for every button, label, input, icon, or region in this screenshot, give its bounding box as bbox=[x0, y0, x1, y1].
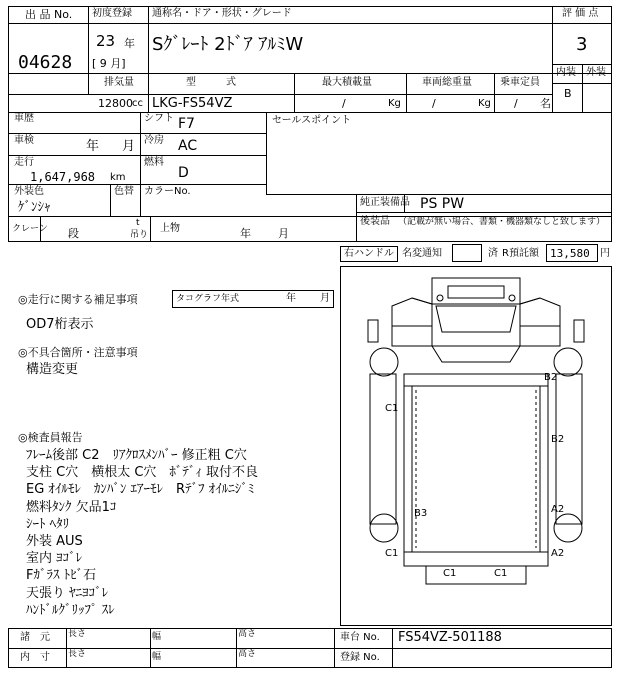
dims-label: 諸 元 bbox=[20, 632, 50, 643]
displacement-label: 排気量 bbox=[104, 77, 134, 88]
height-label-inner: 高さ bbox=[238, 649, 257, 659]
crane-label: クレーン bbox=[12, 224, 48, 234]
diagram-mark-a2-lower: A2 bbox=[551, 548, 565, 559]
chassis-label: 車台 No. bbox=[340, 632, 380, 643]
model-value: LKG-FS54VZ bbox=[152, 96, 233, 111]
diagram-mark-c1-rear-left: C1 bbox=[385, 548, 399, 559]
defects-text: 構造変更 bbox=[26, 362, 79, 377]
model-label: 型 式 bbox=[186, 77, 236, 88]
lot-number: 04628 bbox=[18, 52, 73, 73]
tachograph-month: 月 bbox=[320, 293, 330, 304]
history-label: 車歴 bbox=[14, 113, 34, 124]
equipment-value: PS PW bbox=[420, 196, 465, 212]
max-load-label: 最大積載量 bbox=[322, 77, 372, 88]
inner-label: 内 寸 bbox=[20, 652, 50, 663]
mileage-label: 走行 bbox=[14, 157, 34, 168]
inspector-line: 天張り ﾔﾆﾖｺﾞﾚ bbox=[26, 585, 109, 601]
year-unit: 年 bbox=[124, 37, 135, 50]
rhd-label: 右ハンドル bbox=[344, 248, 394, 259]
gross-weight-label: 車両総重量 bbox=[422, 77, 472, 88]
fuel-value: D bbox=[178, 165, 189, 181]
first-reg-label: 初度登録 bbox=[92, 8, 132, 19]
name-change-box bbox=[452, 244, 482, 262]
crane-stage: 段 bbox=[68, 227, 79, 240]
supplement-title: ◎走行に関する補足事項 bbox=[18, 293, 138, 306]
max-load-sep: / bbox=[342, 97, 346, 110]
max-load-unit: Kg bbox=[388, 98, 401, 109]
shift-value: F7 bbox=[178, 116, 195, 132]
length-label-inner: 長さ bbox=[68, 649, 87, 659]
inspection-label: 車検 bbox=[14, 135, 34, 146]
ac-value: AC bbox=[178, 138, 198, 154]
capacity-unit: 名 bbox=[540, 97, 551, 110]
name-change-label: 名変通知 bbox=[402, 248, 442, 259]
ext-color-label: 外装色 bbox=[14, 186, 44, 197]
recycle-label: 済 bbox=[488, 248, 498, 259]
mileage-unit: km bbox=[110, 172, 126, 183]
width-label-inner: 幅 bbox=[152, 652, 162, 662]
diagram-mark-c1-rear-a: C1 bbox=[443, 568, 457, 579]
crane-hook: 吊り bbox=[130, 230, 149, 240]
mileage-value: 1,647,968 bbox=[30, 170, 96, 184]
equipment-label: 純正装備品 bbox=[360, 197, 410, 208]
inspector-report bbox=[26, 447, 336, 619]
gross-sep: / bbox=[432, 97, 436, 110]
interior-label: 内装 bbox=[556, 67, 576, 78]
exterior-label: 外装 bbox=[586, 67, 606, 78]
inspector-line: EG ｵｲﾙﾓﾚ ｶﾝﾊﾞﾝ ｴｱｰﾓﾚ Rﾃﾞﾌ ｵｲﾙﾆｼﾞﾐ bbox=[26, 482, 255, 498]
diagram-mark-a2-upper: A2 bbox=[551, 504, 565, 515]
inspection-month: 月 bbox=[122, 139, 136, 154]
displacement-value: 12800 bbox=[98, 97, 133, 110]
inspector-line: ｼｰﾄ ﾍﾀﾘ bbox=[26, 516, 70, 532]
width-label: 幅 bbox=[152, 632, 162, 642]
inspector-line: ﾌﾚｰﾑ後部 C2 ﾘｱｸﾛｽﾒﾝﾊﾞｰ 修正粗 C穴 bbox=[26, 448, 247, 463]
name-label: 通称名・ドア・形状・グレード bbox=[152, 8, 292, 19]
color-change-label: 色替 bbox=[114, 186, 134, 197]
inspector-line: 室内 ﾖｺﾞﾚ bbox=[26, 551, 83, 567]
crane-month: 月 bbox=[278, 227, 289, 240]
sales-point-label: セールスポイント bbox=[272, 115, 352, 126]
aftermarket-note: （記載が無い場合、書類・機器類なしと致します） bbox=[398, 217, 606, 227]
recycle-fee-label: R預託額 bbox=[502, 248, 539, 259]
gross-unit: Kg bbox=[478, 98, 491, 109]
color-code-label: カラーNo. bbox=[144, 186, 191, 197]
capacity-sep: / bbox=[514, 97, 518, 110]
reg-label: 登録 No. bbox=[340, 652, 380, 663]
defects-title: ◎不具合箇所・注意事項 bbox=[18, 346, 138, 359]
diagram-mark-b2-right: B2 bbox=[551, 434, 565, 445]
capacity-label: 乗車定員 bbox=[500, 77, 540, 88]
fuel-label: 燃料 bbox=[144, 157, 164, 168]
length-label: 長さ bbox=[68, 629, 87, 639]
inspection-year: 年 bbox=[86, 139, 100, 154]
diagram-mark-c1-rear-b: C1 bbox=[494, 568, 508, 579]
interior-value: B bbox=[564, 87, 572, 100]
yen-unit: 円 bbox=[600, 248, 610, 259]
inspector-line: Fｶﾞﾗｽ ﾄﾋﾞ石 bbox=[26, 568, 97, 584]
crane-upper: 上物 bbox=[160, 223, 180, 234]
crane-ton: t bbox=[136, 218, 140, 228]
lot-label: 出 品 No. bbox=[25, 8, 73, 21]
ext-color-value: ｹﾞﾝｼｬ bbox=[18, 200, 51, 215]
inspector-line: 燃料ﾀﾝｸ 欠品1ｺ bbox=[26, 499, 117, 515]
shift-label: シフト bbox=[144, 113, 174, 124]
first-reg-month: [ 9 月] bbox=[92, 57, 126, 70]
car-name: Sｸﾞﾚｰﾄ 2ﾄﾞｱ ｱﾙﾐW bbox=[152, 34, 304, 55]
grade-value: 3 bbox=[576, 34, 588, 55]
recycle-fee-value: 13,580 bbox=[550, 247, 590, 260]
inspector-line: 支柱 C穴 横根太 C穴 ﾎﾞﾃﾞｨ 取付不良 bbox=[26, 465, 259, 481]
diagram-mark-b3-left: B3 bbox=[414, 508, 428, 519]
aftermarket-label: 後装品 bbox=[360, 216, 390, 227]
crane-year: 年 bbox=[240, 227, 251, 240]
diagram-mark-c1-left: C1 bbox=[385, 403, 399, 414]
truck-diagram bbox=[340, 266, 612, 626]
inspector-line: ﾊﾝﾄﾞﾙｸﾞﾘｯﾌﾟ ｽﾚ bbox=[26, 602, 115, 618]
inspector-title: ◎検査員報告 bbox=[18, 431, 83, 444]
diagram-mark-b2-top: B2 bbox=[544, 372, 558, 383]
grade-label: 評 価 点 bbox=[562, 8, 599, 19]
tachograph-label: タコグラフ年式 bbox=[176, 294, 240, 304]
supplement-text: OD7桁表示 bbox=[26, 317, 94, 332]
first-reg-year: 23 bbox=[96, 32, 116, 50]
inspector-line: 外装 AUS bbox=[26, 534, 83, 550]
displacement-unit: cc bbox=[132, 98, 143, 109]
chassis-value: FS54VZ-501188 bbox=[398, 630, 502, 645]
height-label: 高さ bbox=[238, 629, 257, 639]
ac-label: 冷房 bbox=[144, 135, 164, 146]
tachograph-year: 年 bbox=[286, 293, 296, 304]
